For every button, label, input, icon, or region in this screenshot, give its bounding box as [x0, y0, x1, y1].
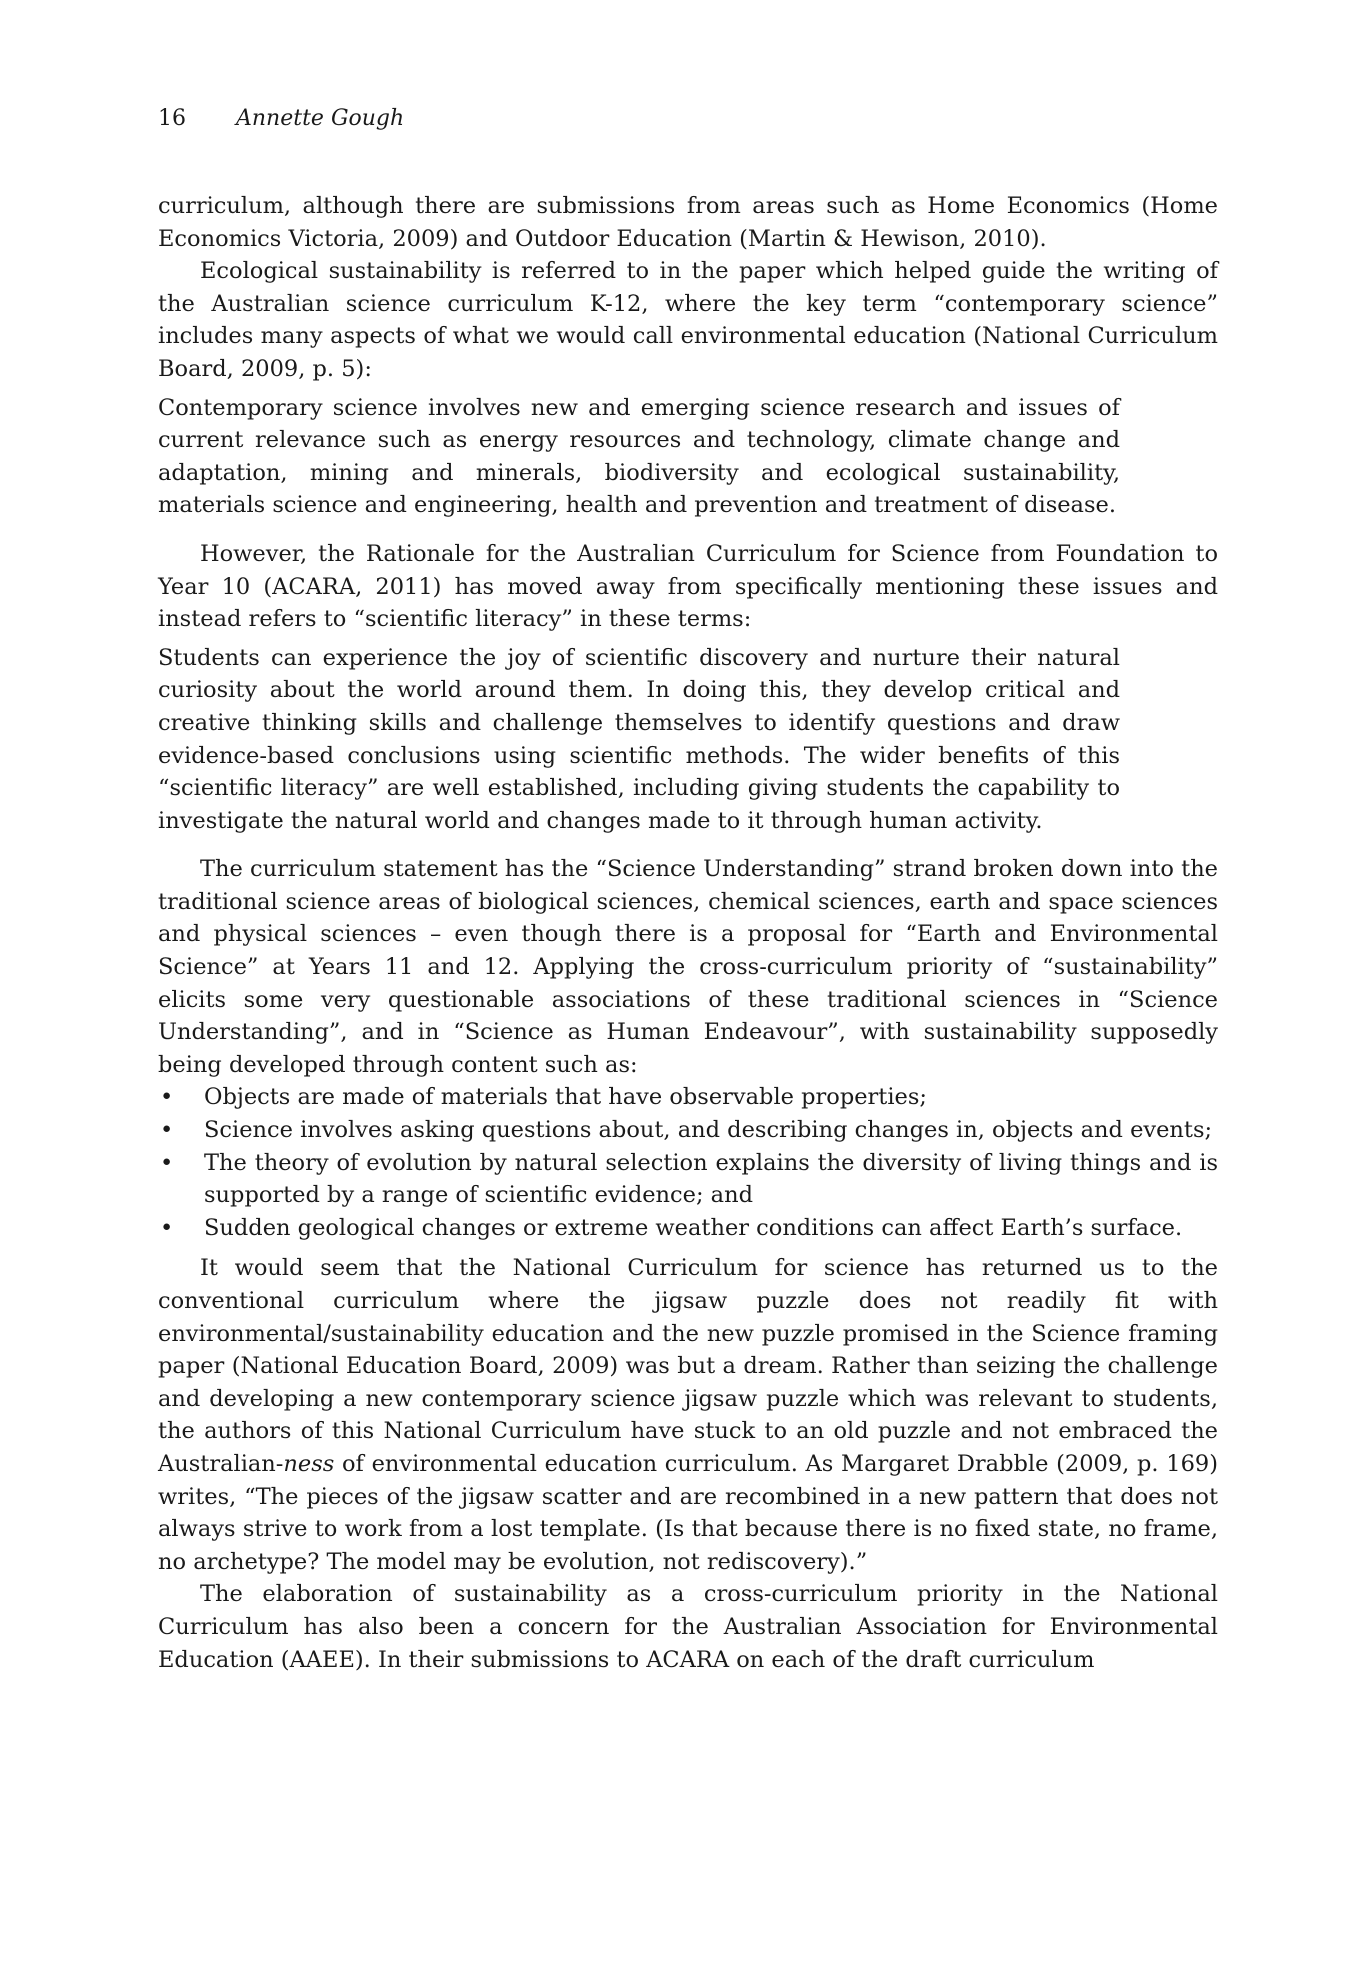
list-item: [158, 1081, 1218, 1114]
list-item: [158, 1114, 1218, 1147]
paragraph-jigsaw-puzzle: [158, 1252, 1218, 1578]
list-item: [158, 1147, 1218, 1212]
running-head: [158, 104, 404, 134]
italic-emphasis: ness: [283, 1450, 335, 1477]
paragraph-curriculum-statement: The curriculum statement has the “Science Understanding” strand broken down into the traditional science areas of biological sciences, chemical sciences, earth and space sciences and physical sciences – even though there is a proposal for “Earth and Environmental Science” at Years 11 and 12. Applying the cross-curriculum priority of “sustainability” elicits some very questionable associations of these traditional sciences in “Science Understanding”, and in “Science as Human Endeavour”, with sustainability supposedly being developed through content such as:: [158, 856, 1218, 1078]
list-item-text: Science involves asking questions about, and describing changes in, objects and events;: [204, 1117, 1213, 1144]
paragraph-text: It would seem that the National Curriculum for science has returned us to the conventional curriculum where the jigsaw puzzle does not readily fit with environmental/sustainability education and the new puzzle promised in the Science framing paper (National Education Board, 2009) was but a dream. Rather than seizing the challenge and developing a new contemporary science jigsaw puzzle which was relevant to students, the authors of this National Curriculum have stuck to an old puzzle and not embraced the Australian-: [158, 1255, 1218, 1477]
paragraph-text: of environmental education curriculum. As Margaret Drabble (2009, p. 169) writes, “The pieces of the jigsaw scatter and are recombined in a new pattern that does not always strive to work from a lost template. (Is that because there is no fixed state, no frame, no archetype? The model may be evolution, not rediscovery).”: [158, 1450, 1218, 1575]
list-item-text: Objects are made of materials that have observable properties;: [204, 1084, 927, 1111]
block-quote-scientific-literacy: Students can experience the joy of scientific discovery and nurture their natural curiosity about the world around them. In doing this, they develop critical and creative thinking skills and challenge themselves to identify questions and draw evidence-based conclusions using scientific methods. The wider benefits of this “scientific literacy” are well established, including giving students the capability to investigate the natural world and changes made to it through human activity.: [158, 644, 1120, 834]
content-bullet-list: [158, 1081, 1218, 1244]
body-text: [158, 190, 1218, 1676]
list-item: [158, 1212, 1218, 1245]
bullet-marker: •: [160, 1117, 174, 1144]
bullet-marker: •: [160, 1214, 174, 1241]
paragraph-rationale: However, the Rationale for the Australian Curriculum for Science from Foundation to Year 10 (ACARA, 2011) has moved away from specifically mentioning these issues and instead refers to “scientific literacy” in these terms:: [158, 540, 1218, 633]
bullet-marker: •: [160, 1084, 174, 1111]
list-item-text: The theory of evolution by natural selection explains the diversity of living things and is supported by a range of scientific evidence; and: [204, 1149, 1218, 1209]
paragraph-continuation: curriculum, although there are submissions from areas such as Home Economics (Home Economics Victoria, 2009) and Outdoor Education (Martin & Hewison, 2010).: [158, 193, 1218, 252]
block-quote-contemporary-science: Contemporary science involves new and emerging science research and issues of current relevance such as energy resources and technology, climate change and adaptation, mining and minerals, biodiversity and ecological sustainability, materials science and engineering, health and prevention and treatment of disease.: [158, 394, 1120, 519]
list-item-text: Sudden geological changes or extreme weather conditions can affect Earth’s surface.: [204, 1214, 1183, 1241]
bullet-marker: •: [160, 1149, 174, 1176]
page-number: 16: [158, 106, 186, 131]
paragraph-ecological-sustainability: Ecological sustainability is referred to in the paper which helped guide the writing of the Australian science curriculum K-12, where the key term “contemporary science” includes many aspects of what we would call environmental education (National Curriculum Board, 2009, p. 5):: [158, 258, 1218, 382]
running-head-author: Annette Gough: [236, 106, 405, 131]
paragraph-aaee-concern: The elaboration of sustainability as a cross-curriculum priority in the National Curriculum has also been a concern for the Australian Association for Environmental Education (AAEE). In their submissions to ACARA on each of the draft curriculum: [158, 1581, 1218, 1673]
